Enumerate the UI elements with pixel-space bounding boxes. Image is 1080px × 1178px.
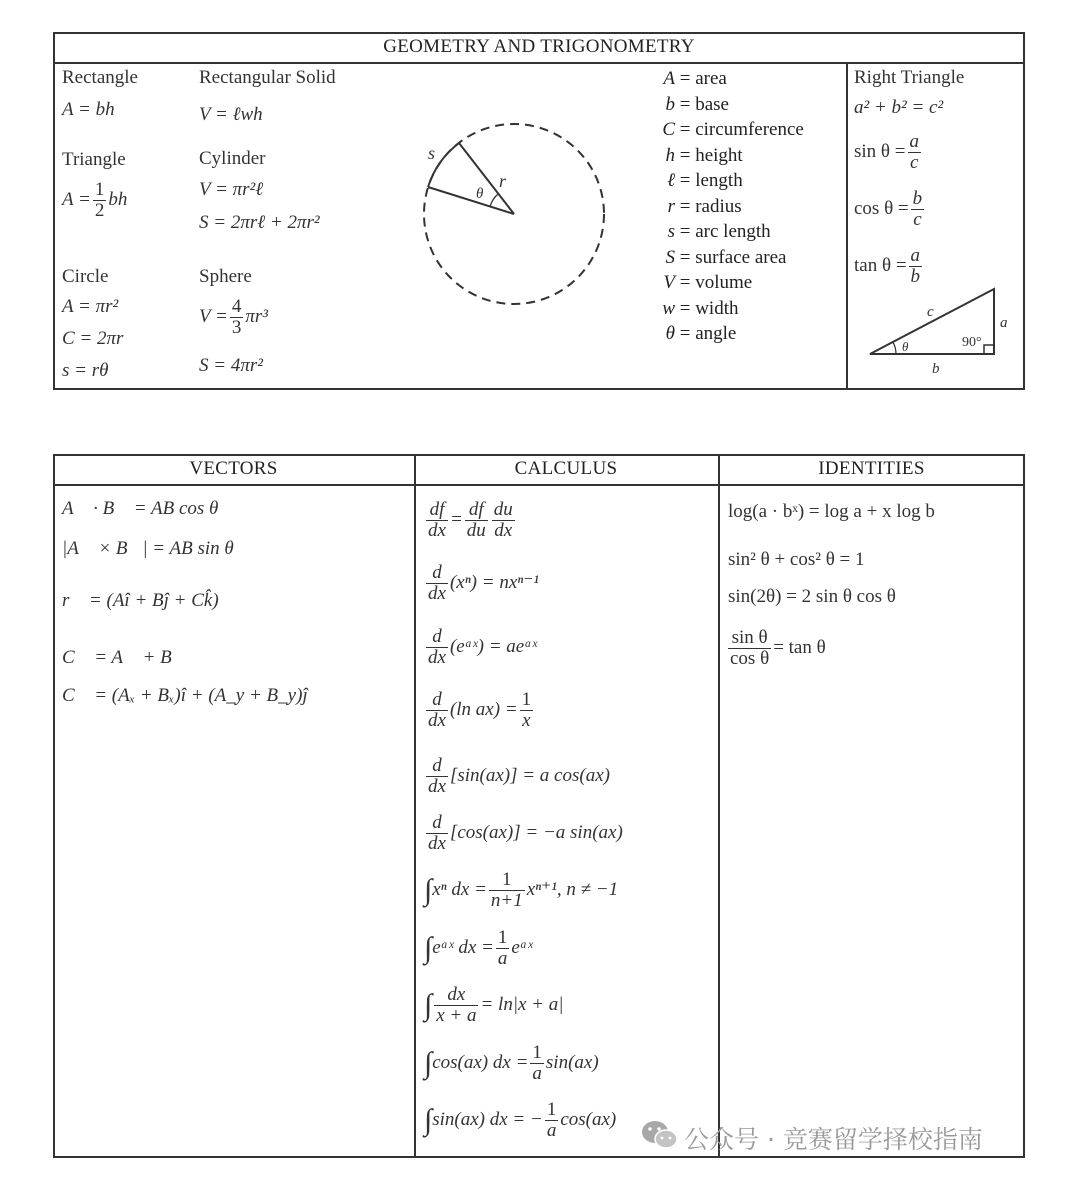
power-rule: $\frac{d}{dx}$ (xⁿ) = nxⁿ⁻¹ bbox=[428, 562, 539, 604]
theta-arc bbox=[893, 342, 896, 354]
cosine-ratio: cos θ = $\frac{b}{c}$ bbox=[854, 188, 923, 230]
triangle-area: A = $\frac{1}{2}$ bh bbox=[62, 179, 128, 221]
tri-label-right-angle: 90° bbox=[962, 335, 982, 350]
triangle-label: Triangle bbox=[62, 149, 126, 170]
label-r: r bbox=[499, 171, 507, 191]
rectangle-label: Rectangle bbox=[62, 67, 138, 88]
right-triangle-label: Right Triangle bbox=[854, 67, 965, 88]
variable-item: b = base bbox=[665, 93, 729, 115]
cylinder-volume: V = πr²ℓ bbox=[199, 179, 264, 200]
vectors-header: VECTORS bbox=[189, 458, 278, 479]
cross-product-magnitude: |A⃗ × B⃗| = AB sin θ bbox=[62, 538, 234, 559]
reciprocal-integral: ∫ $\frac{dx}{x + a}$ = ln|x + a| bbox=[424, 984, 564, 1026]
exponential-integral: ∫eᵃˣ dx = $\frac{1}{a}$ eᵃˣ bbox=[424, 927, 533, 969]
pythagorean-theorem: a² + b² = c² bbox=[854, 97, 944, 118]
arc-length: s = rθ bbox=[62, 360, 109, 381]
calculus-identities-divider bbox=[718, 454, 720, 1158]
sphere-surface: S = 4πr² bbox=[199, 355, 263, 376]
variable-item: A = area bbox=[663, 68, 727, 89]
tri-label-c: c bbox=[927, 304, 934, 320]
circle-sector-diagram bbox=[410, 110, 620, 310]
chain-rule: $\frac{df}{dx}$ = $\frac{df}{du}$ $\frac{du}{dx}$ bbox=[428, 499, 513, 541]
cylinder-label: Cylinder bbox=[199, 148, 266, 169]
variable-item: r = radius bbox=[667, 195, 742, 217]
rect-solid-volume: V = ℓwh bbox=[199, 104, 263, 125]
sphere-volume: V = $\frac{4}{3}$ πr³ bbox=[199, 296, 268, 338]
rect-solid-label: Rectangular Solid bbox=[199, 67, 336, 88]
variable-list bbox=[661, 68, 804, 349]
variable-item: h = height bbox=[665, 144, 743, 166]
tangent-ratio: tan θ = $\frac{a}{b}$ bbox=[854, 245, 921, 287]
sphere-label: Sphere bbox=[199, 266, 252, 287]
tangent-identity: $\frac{\text{sin θ}}{\text{cos θ}}$ = tan θ bbox=[730, 627, 826, 669]
circle-circumference: C = 2πr bbox=[62, 328, 124, 349]
identities-header: IDENTITIES bbox=[818, 458, 925, 479]
vector-components: r⃗ = (Aî + Bĵ + Ck̂) bbox=[62, 590, 219, 611]
variable-item: S = surface area bbox=[665, 246, 787, 268]
log-identity: log(a · bˣ) = log a + x log b bbox=[728, 501, 935, 522]
vector-sum: C⃗ = A⃗ + B⃗ bbox=[62, 647, 187, 668]
sine-ratio: sin θ = $\frac{a}{c}$ bbox=[854, 131, 919, 173]
vector-sum-components: C⃗ = (Aₓ + Bₓ)î + (A_y + B_y)ĵ bbox=[62, 685, 308, 706]
sine-integral: ∫sin(ax) dx = − $\frac{1}{a}$ cos(ax) bbox=[424, 1099, 617, 1141]
formula-header-divider bbox=[53, 484, 1025, 486]
circle-area: A = πr² bbox=[62, 296, 119, 317]
vectors-calculus-divider bbox=[414, 454, 416, 1158]
tri-label-b: b bbox=[932, 361, 940, 377]
geometry-header-divider bbox=[53, 62, 1025, 64]
circle-label: Circle bbox=[62, 266, 109, 287]
geometry-header: GEOMETRY AND TRIGONOMETRY bbox=[383, 36, 695, 57]
wechat-icon bbox=[640, 1118, 680, 1152]
tri-label-a: a bbox=[1000, 315, 1008, 331]
calculus-header: CALCULUS bbox=[514, 458, 618, 479]
double-angle-identity: sin(2θ) = 2 sin θ cos θ bbox=[728, 586, 896, 607]
pythagorean-identity: sin² θ + cos² θ = 1 bbox=[728, 549, 865, 570]
tri-label-theta: θ bbox=[902, 339, 909, 354]
cosine-integral: ∫cos(ax) dx = $\frac{1}{a}$ sin(ax) bbox=[424, 1042, 599, 1084]
rectangle-area: A = bh bbox=[62, 99, 115, 120]
right-angle-mark bbox=[984, 345, 994, 354]
dot-product: A⃗ · B⃗ = AB cos θ bbox=[62, 498, 219, 519]
power-integral: ∫xⁿ dx = $\frac{1}{n+1}$ xⁿ⁺¹, n ≠ −1 bbox=[424, 869, 619, 911]
variable-item: θ = angle bbox=[665, 323, 737, 344]
exponential-derivative: $\frac{d}{dx}$ (eᵃˣ) = aeᵃˣ bbox=[428, 626, 538, 668]
cosine-derivative: $\frac{d}{dx}$ [cos(ax)] = −a sin(ax) bbox=[428, 812, 623, 854]
watermark-text: 公众号 · 竞赛留学择校指南 bbox=[684, 1125, 983, 1154]
radius-line-1 bbox=[428, 187, 514, 214]
right-triangle-diagram bbox=[864, 282, 1024, 380]
variable-item: s = arc length bbox=[667, 221, 771, 242]
label-theta: θ bbox=[476, 186, 484, 202]
variable-item: V = volume bbox=[663, 272, 753, 293]
variable-item: w = width bbox=[662, 297, 739, 319]
sine-derivative: $\frac{d}{dx}$ [sin(ax)] = a cos(ax) bbox=[428, 755, 610, 797]
label-s: s bbox=[428, 143, 436, 163]
variable-item: ℓ = length bbox=[667, 170, 743, 191]
variable-item: C = circumference bbox=[662, 119, 804, 140]
cylinder-surface: S = 2πrℓ + 2πr² bbox=[199, 212, 320, 233]
angle-arc bbox=[490, 194, 498, 207]
right-triangle-divider bbox=[846, 62, 848, 390]
log-derivative: $\frac{d}{dx}$ (ln ax) = $\frac{1}{x}$ bbox=[428, 689, 532, 731]
